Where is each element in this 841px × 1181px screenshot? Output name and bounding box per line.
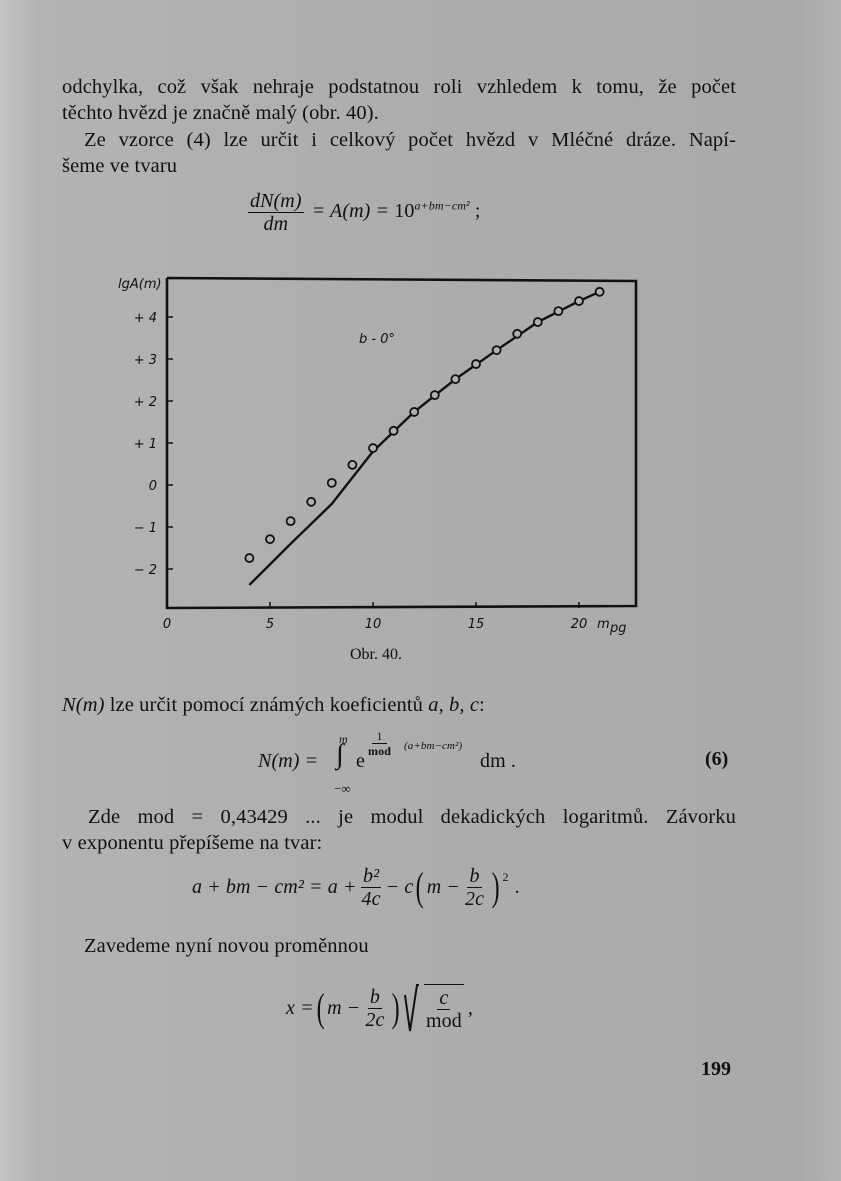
equation-inner: m − [426,876,460,898]
y-tick-label: 0 [148,479,157,494]
fraction-denominator: 2c [464,887,485,910]
equation-completing-square [192,862,520,912]
equation-number: (6) [705,748,729,770]
data-point [245,554,253,562]
fraction-numerator: 1 [372,729,386,744]
y-axis-label: lgA(m) [118,277,162,292]
equation-density [245,190,481,235]
data-point [307,498,315,506]
data-point [575,297,583,305]
text-line: šeme ve tvaru [62,155,178,177]
data-point [596,288,604,296]
right-paren: ) [491,864,500,909]
math-inline: N(m) [62,694,105,716]
y-tick-label: + 4 [133,311,157,326]
x-tick-label: 10 [364,617,382,632]
equation-lhs: N(m) = [258,750,319,772]
plot-frame [167,278,636,608]
radical-sign-icon [403,983,419,1033]
equation-lhs: x = [286,997,314,1019]
fraction-numerator: dN(m) [250,190,302,212]
left-paren: ( [316,985,325,1030]
square-root [403,983,464,1033]
figure-40-chart [100,270,660,640]
text-line: Ze vzorce (4) lze určit i celkový počet hvězd v Mléčné dráze. Napí- [84,129,736,151]
data-point [328,479,336,487]
fraction-numerator: b [469,864,480,887]
fraction-numerator: c [439,987,449,1009]
fraction [463,865,486,910]
math-inline: a, b, c [428,694,480,716]
euler-e: e [356,750,365,772]
equation-tail: . [514,876,520,898]
fraction-denominator: mod [368,744,391,758]
data-point [266,535,274,543]
equation-lhs: a + bm − cm² = a + [192,876,357,898]
equation-middle: = A(m) = [311,200,390,223]
exponent-rest: (a+bm−cm²) [404,740,463,752]
x-axis-label-subscript: pg [610,621,627,636]
fraction-denominator: 2c [365,1008,385,1031]
data-point [451,375,459,383]
chart-svg [100,270,660,640]
chart-annotation: b - 0° [359,332,395,347]
fraction-numerator: b² [362,864,380,887]
fraction-denominator: dm [263,213,289,235]
data-point [493,346,501,354]
power: 2 [502,870,509,884]
y-tick-label: + 2 [133,395,157,410]
text-span: : [479,694,485,716]
data-point [431,391,439,399]
data-point [513,330,521,338]
data-point [410,408,418,416]
data-point [554,307,562,315]
fraction [424,984,464,1032]
equation-tail: ; [474,200,481,223]
equation-exponent: a+bm−cm² [414,198,470,213]
left-paren: ( [415,864,425,909]
equation-new-variable [286,978,473,1038]
text-span: lze určit pomocí známých koeficientů [104,694,429,716]
equation-middle: − c [385,876,414,898]
exponent-fraction [368,729,391,758]
page-number: 199 [701,1058,731,1080]
text-line: Zde mod = 0,43429 ... je modul dekadických logaritmů. Závorku [88,806,736,828]
x-tick-label: 20 [570,617,588,632]
x-axis-label: m [597,617,610,632]
fraction [248,190,304,235]
x-tick-label: 0 [162,617,172,632]
text-line: těchto hvězd je značně malý (obr. 40). [62,102,379,124]
y-tick-label: − 1 [133,521,157,536]
integral-sign: ∫ [336,739,344,770]
equation-base: 10 [394,200,415,223]
data-point [369,444,377,452]
data-point [348,461,356,469]
fraction [363,986,386,1031]
y-tick-label: + 1 [133,437,157,452]
data-point [287,517,295,525]
integral-upper-limit: m [339,732,348,746]
text-line: odchylka, což však nehraje podstatnou roli vzhledem k tomu, že počet [62,76,736,98]
x-tick-label: 5 [265,617,275,632]
figure-caption: Obr. 40. [350,646,402,663]
equation-tail: dm . [480,750,516,772]
fit-curve [249,292,599,585]
text-line [62,692,485,718]
text-line: Zavedeme nyní novou proměnnou [84,935,369,957]
data-point [390,427,398,435]
equation-tail: , [467,997,473,1019]
data-point [534,318,542,326]
fraction-numerator: b [369,985,380,1008]
integral-lower-limit: −∞ [334,781,351,796]
fraction-denominator: mod [425,1010,462,1032]
fraction [360,865,383,910]
fraction-denominator: 4c [361,887,381,910]
y-tick-label: + 3 [133,353,157,368]
equation-inner: m − [327,997,361,1019]
y-tick-label: − 2 [133,563,157,578]
data-point [472,360,480,368]
x-tick-label: 15 [467,617,485,632]
right-paren: ) [392,985,401,1030]
text-line: v exponentu přepíšeme na tvar: [62,832,323,854]
